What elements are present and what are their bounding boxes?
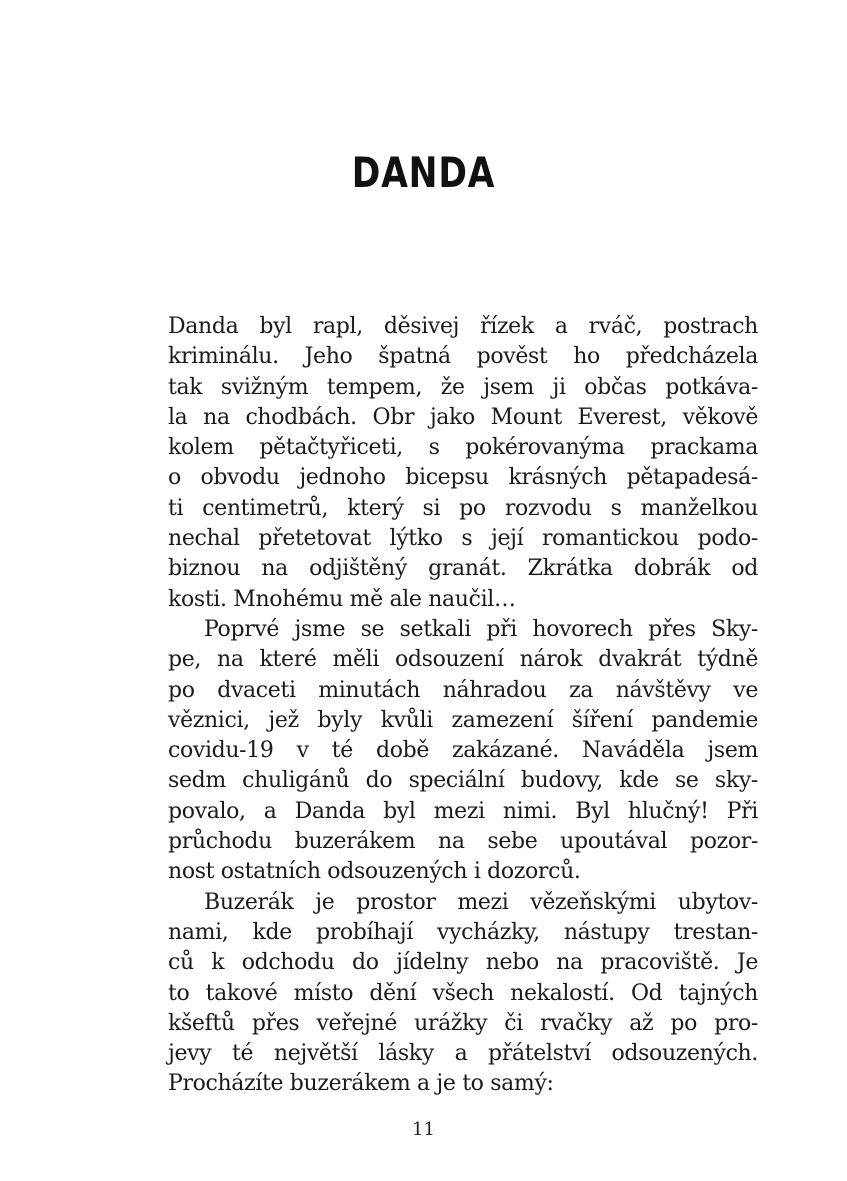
text-line: tak svižným tempem, že jsem ji občas potkáva- (168, 374, 758, 400)
chapter-title: DANDA (351, 148, 496, 197)
paragraph (168, 312, 758, 615)
text-line: povalo, a Danda byl mezi nimi. Byl hlučný! Při (168, 798, 758, 824)
text-line: ců k odchodu do jídelny nebo na pracoviště. Je (168, 950, 758, 976)
text-line: kriminálu. Jeho špatná pověst ho předcházela (168, 344, 758, 370)
text-line: kšeftů přes veřejné urážky či rvačky až po pro- (168, 1010, 758, 1036)
text-line: Poprvé jsme se setkali při hovorech přes Sky- (204, 616, 758, 642)
paragraph (168, 615, 758, 888)
text-line: Buzerák je prostor mezi vězeňskými ubytov- (204, 889, 758, 915)
page-number: 11 (412, 1119, 435, 1140)
text-line: pe, na které měli odsouzení nárok dvakrát týdně (168, 647, 758, 673)
text-line: věznici, jež byly kvůli zamezení šíření pandemie (168, 707, 758, 733)
text-line: to takové místo dění všech nekalostí. Od tajných (168, 980, 758, 1006)
text-line: la na chodbách. Obr jako Mount Everest, věkově (168, 404, 758, 430)
text-line: kolem pětačtyřiceti, s pokérovanýma prackama (168, 435, 758, 461)
text-line: nost ostatních odsouzených i dozorců. (168, 859, 581, 885)
text-line: Procházíte buzerákem a je to samý: (168, 1071, 554, 1097)
text-line: kosti. Mnohému mě ale naučil… (168, 586, 516, 612)
text-line: sedm chuligánů do speciální budovy, kde se sky- (168, 768, 758, 794)
text-line: nechal přetetovat lýtko s její romantickou podo- (168, 526, 758, 552)
text-line: ti centimetrů, který si po rozvodu s manželkou (168, 495, 758, 521)
text-line: Danda byl rapl, děsivej řízek a rváč, postrach (168, 314, 758, 339)
text-line: po dvaceti minutách náhradou za návštěvy ve (168, 677, 758, 703)
text-line: biznou na odjištěný granát. Zkrátka dobrák od (168, 556, 758, 582)
text-line: jevy té největší lásky a přátelství odsouzených. (168, 1041, 758, 1067)
text-line: průchodu buzerákem na sebe upoutával pozor- (168, 829, 758, 855)
text-line: nami, kde probíhají vycházky, nástupy trestan- (168, 919, 758, 945)
text-line: o obvodu jednoho bicepsu krásných pětapadesá- (168, 465, 758, 491)
paragraph (168, 888, 758, 1100)
body-text (168, 312, 758, 1100)
text-line: covidu-19 v té době zakázané. Naváděla jsem (168, 738, 758, 764)
